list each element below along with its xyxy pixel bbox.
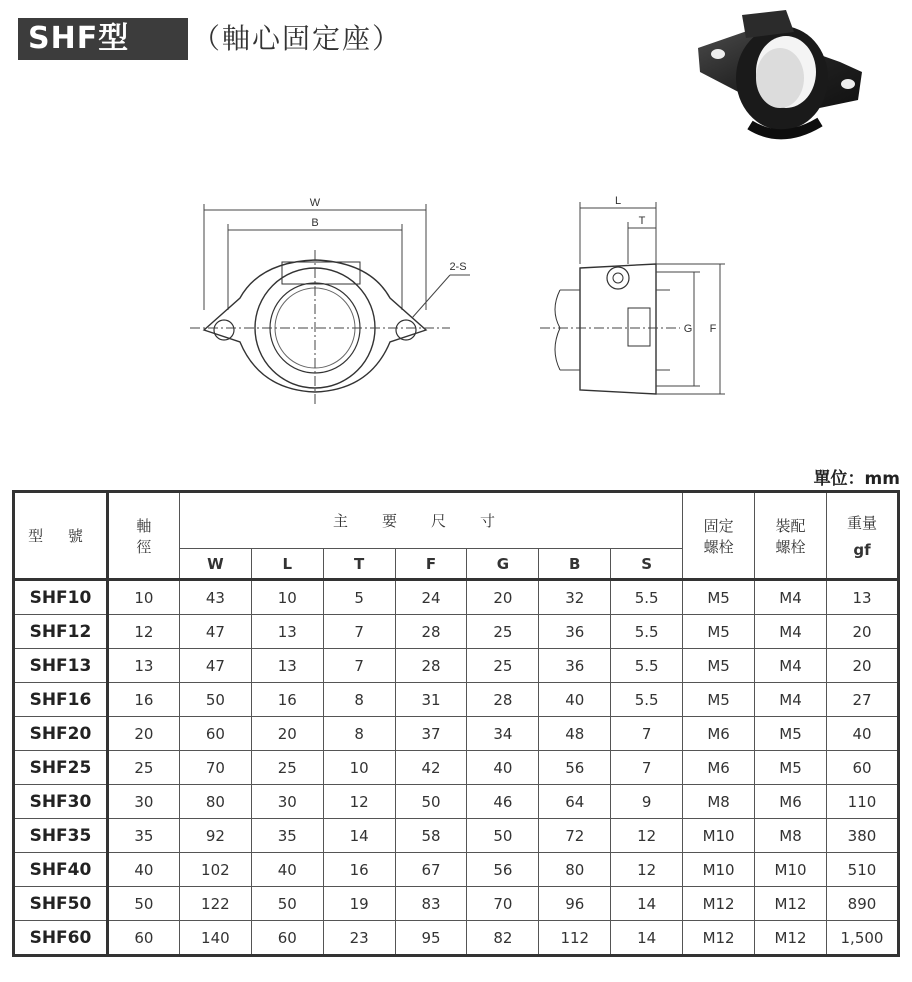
cell-g: 25 <box>467 615 539 649</box>
dim-label-g: G <box>683 323 693 335</box>
cell-s: 5.5 <box>611 683 683 717</box>
header-weight-label: 重量 <box>846 514 877 532</box>
spec-table <box>12 490 900 957</box>
dim-label-w: W <box>309 197 321 209</box>
cell-fix: M12 <box>683 921 755 956</box>
cell-shaft: 20 <box>107 717 179 751</box>
cell-l: 35 <box>251 819 323 853</box>
cell-weight: 20 <box>826 615 898 649</box>
cell-t: 8 <box>323 717 395 751</box>
cell-s: 5.5 <box>611 580 683 615</box>
cell-shaft: 10 <box>107 580 179 615</box>
table-row <box>14 683 899 717</box>
table-row <box>14 887 899 921</box>
cell-shaft: 30 <box>107 785 179 819</box>
table-row <box>14 615 899 649</box>
dim-label-s: 2-S <box>449 261 467 273</box>
cell-s: 14 <box>611 921 683 956</box>
cell-weight: 20 <box>826 649 898 683</box>
table-row <box>14 649 899 683</box>
cell-model: SHF25 <box>14 751 108 785</box>
cell-model: SHF50 <box>14 887 108 921</box>
cell-l: 25 <box>251 751 323 785</box>
cell-s: 12 <box>611 853 683 887</box>
cell-b: 40 <box>539 683 611 717</box>
cell-t: 19 <box>323 887 395 921</box>
cell-fix: M5 <box>683 580 755 615</box>
cell-s: 5.5 <box>611 615 683 649</box>
cell-fix: M6 <box>683 717 755 751</box>
cell-f: 95 <box>395 921 467 956</box>
cell-shaft: 13 <box>107 649 179 683</box>
cell-model: SHF13 <box>14 649 108 683</box>
cell-l: 20 <box>251 717 323 751</box>
cell-shaft: 60 <box>107 921 179 956</box>
cell-f: 83 <box>395 887 467 921</box>
technical-drawing <box>180 190 740 405</box>
cell-b: 32 <box>539 580 611 615</box>
cell-g: 34 <box>467 717 539 751</box>
header-fix-bolt: 固定螺栓 <box>683 492 755 580</box>
cell-weight: 110 <box>826 785 898 819</box>
cell-model: SHF16 <box>14 683 108 717</box>
cell-t: 5 <box>323 580 395 615</box>
cell-f: 31 <box>395 683 467 717</box>
cell-g: 70 <box>467 887 539 921</box>
cell-weight: 40 <box>826 717 898 751</box>
cell-s: 12 <box>611 819 683 853</box>
cell-weight: 13 <box>826 580 898 615</box>
cell-t: 8 <box>323 683 395 717</box>
cell-w: 50 <box>179 683 251 717</box>
cell-g: 40 <box>467 751 539 785</box>
cell-f: 28 <box>395 649 467 683</box>
cell-asm: M4 <box>755 683 827 717</box>
cell-fix: M8 <box>683 785 755 819</box>
table-row <box>14 819 899 853</box>
header-weight-unit: gf <box>853 541 871 559</box>
cell-b: 56 <box>539 751 611 785</box>
cell-w: 80 <box>179 785 251 819</box>
cell-f: 28 <box>395 615 467 649</box>
cell-w: 70 <box>179 751 251 785</box>
cell-asm: M6 <box>755 785 827 819</box>
cell-t: 12 <box>323 785 395 819</box>
cell-fix: M5 <box>683 615 755 649</box>
cell-asm: M12 <box>755 887 827 921</box>
header-dim-t: T <box>323 549 395 580</box>
cell-s: 7 <box>611 751 683 785</box>
cell-s: 7 <box>611 717 683 751</box>
dim-label-b: B <box>311 217 319 229</box>
cell-shaft: 16 <box>107 683 179 717</box>
cell-g: 28 <box>467 683 539 717</box>
cell-s: 5.5 <box>611 649 683 683</box>
cell-model: SHF40 <box>14 853 108 887</box>
cell-fix: M6 <box>683 751 755 785</box>
cell-w: 102 <box>179 853 251 887</box>
cell-model: SHF60 <box>14 921 108 956</box>
header-dim-s: S <box>611 549 683 580</box>
cell-t: 7 <box>323 615 395 649</box>
header-weight <box>826 492 898 580</box>
cell-b: 96 <box>539 887 611 921</box>
cell-asm: M4 <box>755 580 827 615</box>
cell-fix: M5 <box>683 649 755 683</box>
cell-f: 58 <box>395 819 467 853</box>
cell-b: 72 <box>539 819 611 853</box>
header-dim-f: F <box>395 549 467 580</box>
cell-asm: M10 <box>755 853 827 887</box>
product-subtitle: （軸心固定座） <box>192 22 403 55</box>
unit-label: 單位：mm <box>813 469 900 489</box>
table-row <box>14 785 899 819</box>
header-shaft: 軸徑 <box>107 492 179 580</box>
table-row <box>14 853 899 887</box>
dim-label-f: F <box>709 323 717 335</box>
cell-shaft: 40 <box>107 853 179 887</box>
cell-l: 60 <box>251 921 323 956</box>
header-dim-l: L <box>251 549 323 580</box>
cell-asm: M4 <box>755 649 827 683</box>
cell-weight: 27 <box>826 683 898 717</box>
cell-l: 10 <box>251 580 323 615</box>
cell-w: 43 <box>179 580 251 615</box>
cell-b: 112 <box>539 921 611 956</box>
cell-g: 46 <box>467 785 539 819</box>
cell-w: 122 <box>179 887 251 921</box>
table-row <box>14 717 899 751</box>
cell-model: SHF30 <box>14 785 108 819</box>
cell-asm: M4 <box>755 615 827 649</box>
cell-w: 47 <box>179 615 251 649</box>
cell-asm: M8 <box>755 819 827 853</box>
header-dim-b: B <box>539 549 611 580</box>
cell-weight: 1,500 <box>826 921 898 956</box>
cell-t: 10 <box>323 751 395 785</box>
cell-b: 36 <box>539 649 611 683</box>
cell-w: 60 <box>179 717 251 751</box>
header-main-dims: 主要尺寸 <box>179 492 682 549</box>
cell-l: 40 <box>251 853 323 887</box>
product-type-badge: SHF型 <box>18 18 188 60</box>
cell-t: 14 <box>323 819 395 853</box>
cell-g: 82 <box>467 921 539 956</box>
header-dim-g: G <box>467 549 539 580</box>
cell-fix: M5 <box>683 683 755 717</box>
cell-t: 16 <box>323 853 395 887</box>
dim-label-l: L <box>614 195 622 207</box>
table-row <box>14 921 899 956</box>
cell-model: SHF12 <box>14 615 108 649</box>
cell-weight: 380 <box>826 819 898 853</box>
header-assembly-bolt: 裝配螺栓 <box>755 492 827 580</box>
cell-b: 36 <box>539 615 611 649</box>
cell-b: 64 <box>539 785 611 819</box>
cell-s: 9 <box>611 785 683 819</box>
cell-f: 67 <box>395 853 467 887</box>
cell-model: SHF10 <box>14 580 108 615</box>
cell-l: 30 <box>251 785 323 819</box>
cell-fix: M10 <box>683 853 755 887</box>
cell-l: 13 <box>251 649 323 683</box>
cell-shaft: 25 <box>107 751 179 785</box>
cell-weight: 60 <box>826 751 898 785</box>
cell-g: 56 <box>467 853 539 887</box>
header-dim-w: W <box>179 549 251 580</box>
cell-t: 23 <box>323 921 395 956</box>
cell-w: 47 <box>179 649 251 683</box>
cell-w: 140 <box>179 921 251 956</box>
cell-asm: M5 <box>755 751 827 785</box>
cell-g: 20 <box>467 580 539 615</box>
cell-l: 13 <box>251 615 323 649</box>
cell-fix: M12 <box>683 887 755 921</box>
header-model: 型 號 <box>14 492 108 580</box>
cell-shaft: 35 <box>107 819 179 853</box>
cell-model: SHF20 <box>14 717 108 751</box>
product-photo <box>690 10 870 145</box>
cell-f: 24 <box>395 580 467 615</box>
cell-f: 42 <box>395 751 467 785</box>
cell-weight: 510 <box>826 853 898 887</box>
cell-g: 50 <box>467 819 539 853</box>
cell-asm: M5 <box>755 717 827 751</box>
cell-f: 50 <box>395 785 467 819</box>
cell-shaft: 12 <box>107 615 179 649</box>
cell-s: 14 <box>611 887 683 921</box>
cell-shaft: 50 <box>107 887 179 921</box>
table-row <box>14 580 899 615</box>
cell-l: 50 <box>251 887 323 921</box>
cell-g: 25 <box>467 649 539 683</box>
cell-asm: M12 <box>755 921 827 956</box>
cell-t: 7 <box>323 649 395 683</box>
cell-fix: M10 <box>683 819 755 853</box>
cell-f: 37 <box>395 717 467 751</box>
cell-model: SHF35 <box>14 819 108 853</box>
cell-b: 48 <box>539 717 611 751</box>
table-body <box>14 580 899 956</box>
cell-b: 80 <box>539 853 611 887</box>
cell-w: 92 <box>179 819 251 853</box>
table-row <box>14 751 899 785</box>
cell-weight: 890 <box>826 887 898 921</box>
dim-label-t: T <box>638 215 646 227</box>
cell-l: 16 <box>251 683 323 717</box>
